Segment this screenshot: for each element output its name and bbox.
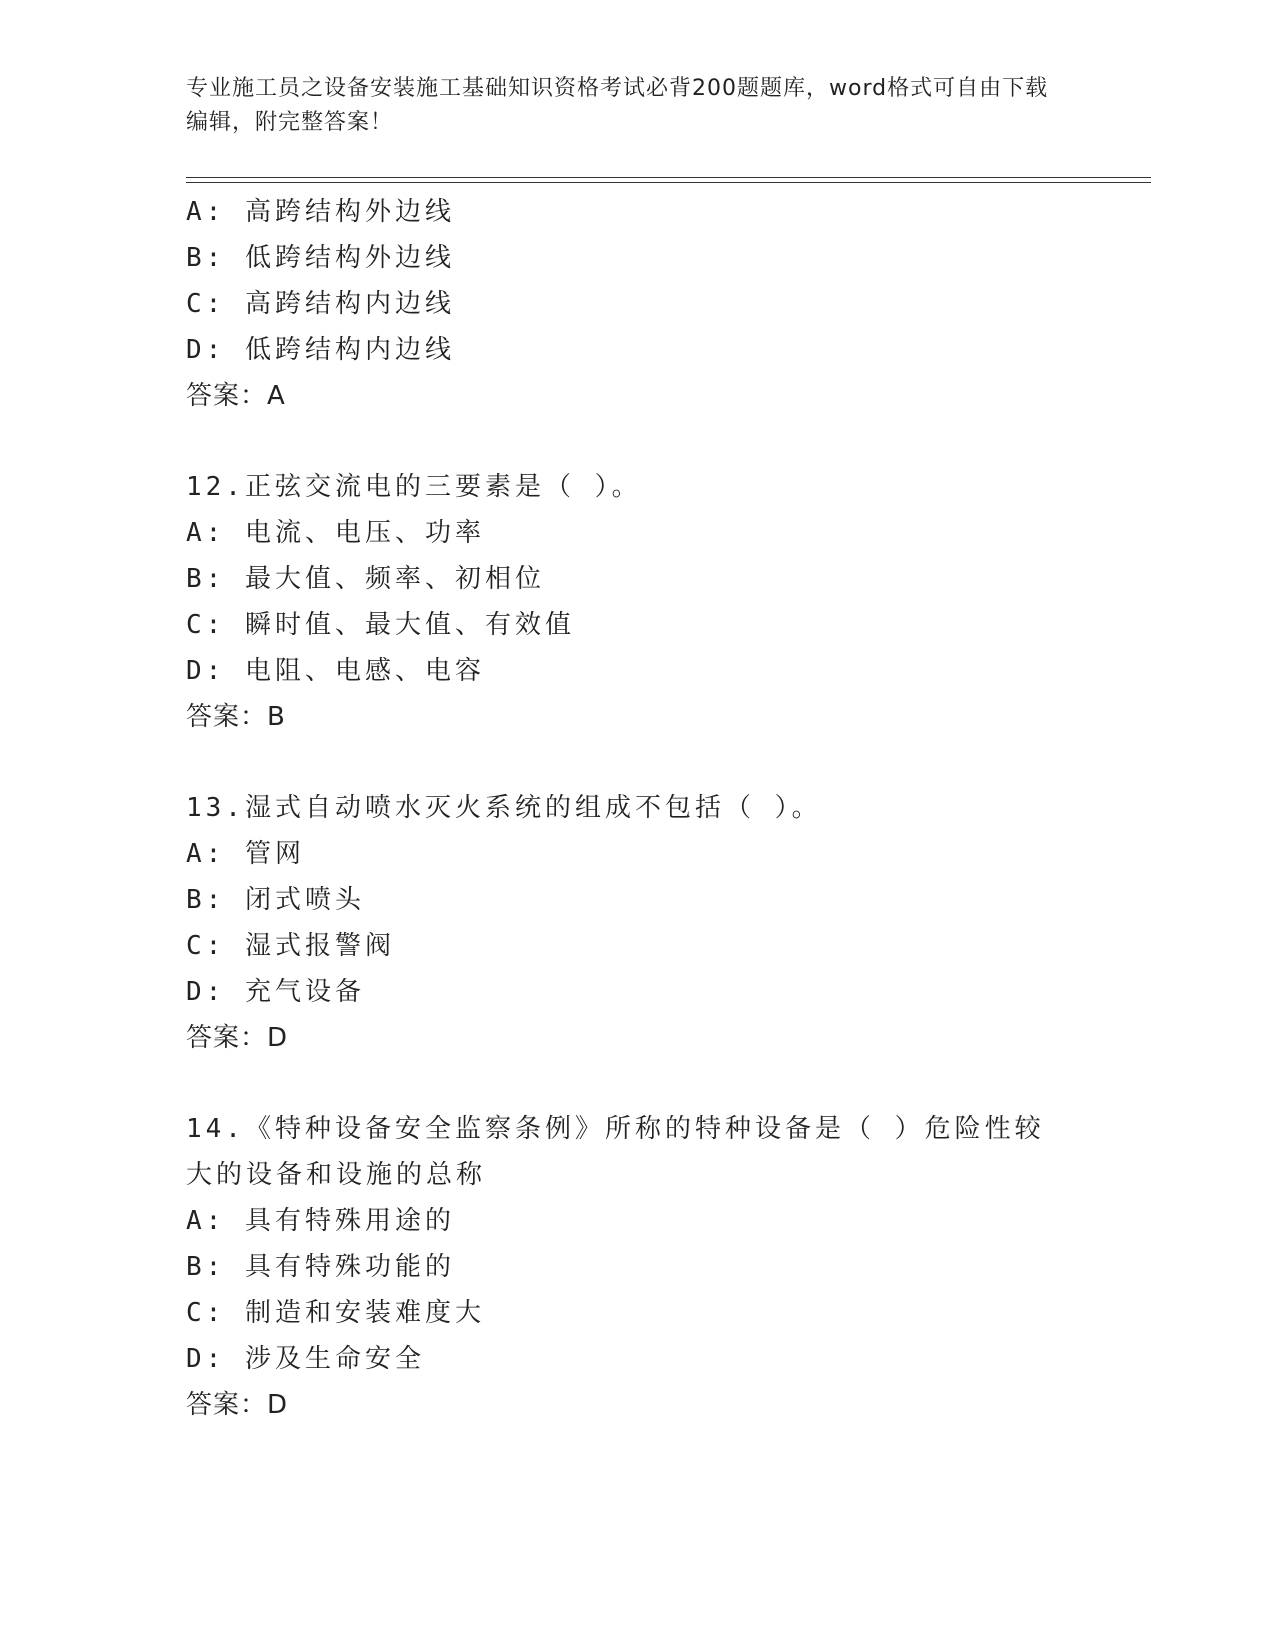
question-block-12 (186, 464, 1086, 740)
answer-line: 答案：A (186, 381, 286, 411)
document-header: 专业施工员之设备安装施工基础知识资格考试必背200题题库，word格式可自由下载编辑，附完整答案！ (186, 76, 1049, 135)
answer-line: 答案：B (186, 702, 286, 732)
answer-line: 答案：D (186, 1390, 289, 1420)
question-text: 14.《特种设备安全监察条例》所称的特种设备是（ ）危险性较大的设备和设施的总称 (186, 1114, 1045, 1190)
option-c: C: 瞬时值、最大值、有效值 (186, 610, 575, 640)
option-c: C: 高跨结构内边线 (186, 289, 455, 319)
option-a: A: 电流、电压、功率 (186, 518, 485, 548)
question-list (186, 189, 1086, 1428)
question-text: 13.湿式自动喷水灭火系统的组成不包括（ ）。 (186, 793, 822, 823)
answer-line: 答案：D (186, 1023, 289, 1053)
question-block-11 (186, 189, 1086, 419)
option-b: B: 最大值、频率、初相位 (186, 564, 545, 594)
question-block-14 (186, 1106, 1086, 1428)
option-c: C: 制造和安装难度大 (186, 1298, 485, 1328)
option-d: D: 电阻、电感、电容 (186, 656, 485, 686)
option-a: A: 高跨结构外边线 (186, 197, 455, 227)
header-divider-top (186, 177, 1151, 178)
header-divider-bottom (186, 182, 1151, 183)
option-d: D: 低跨结构内边线 (186, 335, 455, 365)
question-text: 12.正弦交流电的三要素是（ ）。 (186, 472, 642, 502)
option-b: B: 闭式喷头 (186, 885, 365, 915)
option-c: C: 湿式报警阀 (186, 931, 395, 961)
option-d: D: 涉及生命安全 (186, 1344, 425, 1374)
option-d: D: 充气设备 (186, 977, 365, 1007)
option-a: A: 具有特殊用途的 (186, 1206, 455, 1236)
question-block-13 (186, 785, 1086, 1061)
option-a: A: 管网 (186, 839, 305, 869)
option-b: B: 具有特殊功能的 (186, 1252, 455, 1282)
option-b: B: 低跨结构外边线 (186, 243, 455, 273)
